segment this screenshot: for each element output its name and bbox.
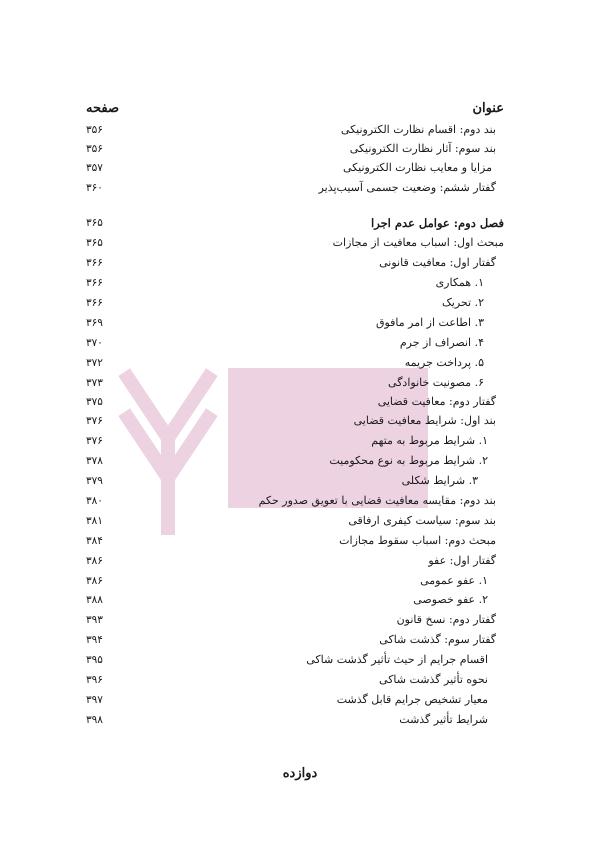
toc-entry bbox=[86, 411, 504, 430]
toc-entry-page: ۳۸۴ bbox=[86, 534, 103, 547]
toc-entry-page: ۳۹۴ bbox=[86, 633, 103, 646]
toc-entry bbox=[86, 710, 504, 729]
toc-entry-title: ۳. شرایط شکلی bbox=[401, 474, 478, 487]
toc-entry-page: ۳۸۱ bbox=[86, 514, 103, 527]
toc-entry-page: ۳۷۶ bbox=[86, 434, 103, 447]
toc-entry-page: ۳۹۳ bbox=[86, 613, 103, 626]
toc-entry-title: گفتار اول: عفو bbox=[428, 554, 496, 567]
toc-entry-page: ۳۸۶ bbox=[86, 574, 103, 587]
toc-entry-page: ۳۷۰ bbox=[86, 336, 103, 349]
toc-entry bbox=[86, 491, 504, 510]
toc-entry bbox=[86, 630, 504, 649]
page-column-label: صفحه bbox=[86, 100, 119, 116]
toc-entry-title: ۲. شرایط مربوط به نوع محکومیت bbox=[329, 454, 488, 467]
toc-entry-title: بند دوم: اقسام نظارت الکترونیکی bbox=[340, 123, 496, 136]
toc-entry bbox=[86, 610, 504, 629]
toc-entry-page: ۳۷۶ bbox=[86, 414, 103, 427]
toc-entry-page: ۳۹۵ bbox=[86, 653, 103, 666]
toc-entry-page: ۳۷۹ bbox=[86, 474, 103, 487]
toc-entry bbox=[86, 690, 504, 709]
toc-entry bbox=[86, 431, 504, 450]
toc-entry-page: ۳۵۶ bbox=[86, 142, 103, 155]
toc-entry-page: ۳۷۸ bbox=[86, 454, 103, 467]
toc-entry bbox=[86, 511, 504, 530]
toc-header bbox=[86, 98, 504, 118]
toc-entry bbox=[86, 333, 504, 352]
toc-entry bbox=[86, 353, 504, 372]
toc-entry bbox=[86, 139, 504, 158]
toc-entry-title: بند اول: شرایط معافیت قضایی bbox=[353, 414, 496, 427]
toc-entry-page: ۳۵۷ bbox=[86, 161, 103, 174]
toc-entry-page: ۳۹۷ bbox=[86, 693, 103, 706]
toc-entry-page: ۳۹۶ bbox=[86, 673, 103, 686]
toc-entry-title: ۱. همکاری bbox=[435, 276, 484, 289]
toc-entry bbox=[86, 178, 504, 197]
toc-entry-title: گفتار ششم: وضعیت جسمی آسیب‌پذیر bbox=[318, 181, 496, 194]
toc-entry-title: بند دوم: مقایسه معافیت قضایی با تعویق صدور حکم bbox=[258, 494, 496, 507]
toc-entry-title: گفتار اول: معافیت قانونی bbox=[379, 256, 496, 269]
toc-entry-page: ۳۶۵ bbox=[86, 216, 103, 229]
toc-entry bbox=[86, 392, 504, 411]
toc-entry bbox=[86, 273, 504, 292]
toc-entry-title: ۱. عفو عمومی bbox=[420, 574, 488, 587]
toc-entry-title: ۲. عفو خصوصی bbox=[413, 593, 488, 606]
toc-entry-title: مبحث اول: اسباب معافیت از مجازات bbox=[332, 236, 504, 249]
page-number: دوازده bbox=[282, 766, 318, 781]
toc-entry bbox=[86, 253, 504, 272]
toc-entry-title: ۲. تحریک bbox=[441, 296, 484, 309]
toc-entry bbox=[86, 451, 504, 470]
toc-entry-title: گفتار دوم: معافیت قضایی bbox=[377, 395, 496, 408]
toc-entry-title: معیار تشخیص جرایم قابل گذشت bbox=[336, 693, 488, 706]
toc-entry-title: بند سوم: سیاست کیفری ارفاقی bbox=[348, 514, 496, 527]
toc-entry bbox=[86, 571, 504, 590]
toc-entry-page: ۳۶۰ bbox=[86, 181, 103, 194]
toc-entry bbox=[86, 471, 504, 490]
toc-entry bbox=[86, 531, 504, 550]
toc-entry-page: ۳۹۸ bbox=[86, 713, 103, 726]
toc-entry-page: ۳۶۶ bbox=[86, 256, 103, 269]
toc-entry-page: ۳۶۵ bbox=[86, 236, 103, 249]
toc-entry bbox=[86, 313, 504, 332]
toc-entry bbox=[86, 120, 504, 139]
toc-entry-title: ۱. شرایط مربوط به متهم bbox=[371, 434, 488, 447]
toc-entry-title: ۴. انصراف از جرم bbox=[399, 336, 484, 349]
toc-entry-title: مبحث دوم: اسباب سقوط مجازات bbox=[339, 534, 496, 547]
toc-entry bbox=[86, 590, 504, 609]
toc-entry-page: ۳۵۶ bbox=[86, 123, 103, 136]
toc-entry-page: ۳۸۶ bbox=[86, 554, 103, 567]
toc-entry-title: فصل دوم: عوامل عدم اجرا bbox=[371, 215, 504, 230]
toc-entry-page: ۳۶۶ bbox=[86, 296, 103, 309]
toc-entry-title: شرایط تأثیر گذشت bbox=[399, 713, 488, 726]
toc-entry-page: ۳۷۳ bbox=[86, 376, 103, 389]
toc-entry bbox=[86, 373, 504, 392]
toc-entry-title: ۵. پرداخت جریمه bbox=[404, 356, 484, 369]
toc-entry-title: بند سوم: آثار نظارت الکترونیکی bbox=[349, 142, 496, 155]
toc-entry-page: ۳۶۹ bbox=[86, 316, 103, 329]
title-column-label: عنوان bbox=[472, 100, 504, 116]
toc-entry-title: ۳. اطاعت از امر مافوق bbox=[375, 316, 484, 329]
toc-entry-title: مزایا و معایب نظارت الکترونیکی bbox=[342, 161, 492, 174]
toc-entry bbox=[86, 158, 504, 177]
toc-entry-title: اقسام جرایم از حیث تأثیر گذشت شاکی bbox=[306, 653, 488, 666]
toc-entry bbox=[86, 233, 504, 252]
toc-entry bbox=[86, 670, 504, 689]
toc-entry bbox=[86, 293, 504, 312]
toc-entry-page: ۳۷۵ bbox=[86, 395, 103, 408]
toc-entry-page: ۳۷۲ bbox=[86, 356, 103, 369]
toc-entry bbox=[86, 551, 504, 570]
toc-entry-title: گفتار سوم: گذشت شاکی bbox=[379, 633, 496, 646]
toc-entry-page: ۳۸۰ bbox=[86, 494, 103, 507]
toc-entry bbox=[86, 213, 504, 232]
toc-entry-title: ۶. مصونیت خانوادگی bbox=[388, 376, 484, 389]
toc-entry-title: گفتار دوم: نسخ قانون bbox=[396, 613, 496, 626]
toc-entry bbox=[86, 650, 504, 669]
toc-entry-page: ۳۸۸ bbox=[86, 593, 103, 606]
toc-entry-page: ۳۶۶ bbox=[86, 276, 103, 289]
toc-entry-title: نحوه تأثیر گذشت شاکی bbox=[379, 673, 488, 686]
